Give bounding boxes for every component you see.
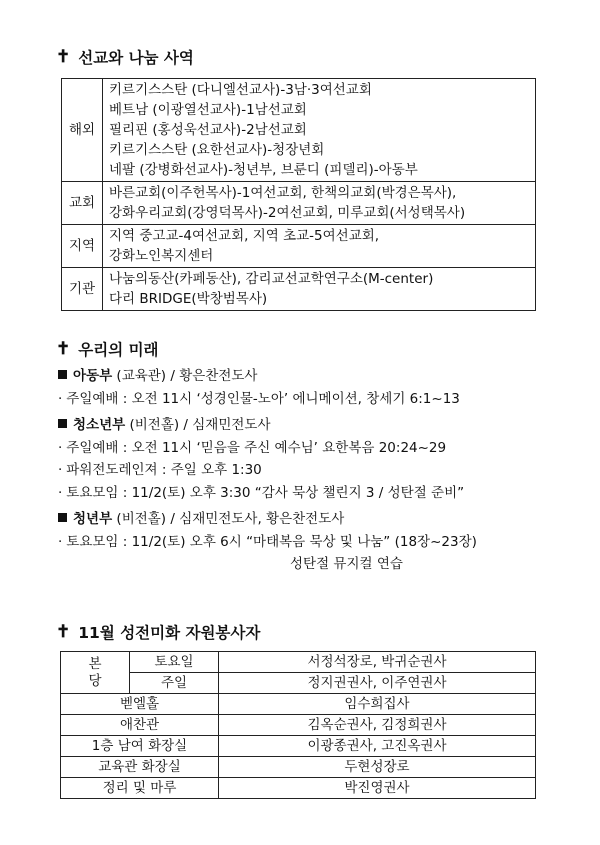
table-row: [62, 182, 536, 225]
list-item: · 토요모임 : 11/2(토) 오후 6시 “마태복음 묵상 및 나눔” (18장~23장): [58, 533, 477, 550]
table-row: [62, 268, 536, 311]
list-item: · 파워전도레인져 : 주일 오후 1:30: [58, 462, 262, 478]
cross-icon: ✝: [56, 622, 71, 642]
volunteer-cell: 김옥순권사, 김정희권사: [219, 715, 536, 736]
category-cell: 교회: [62, 182, 103, 225]
list-item: · 주일예배 : 오전 11시 ‘성경인물-노아’ 에니메이션, 창세기 6:1~13: [58, 390, 460, 407]
bondang-cell: 본 당: [61, 652, 130, 694]
square-bullet-icon: [58, 513, 67, 522]
mission-line: 필리핀 (홍성욱선교사)-2남선교회: [109, 122, 307, 138]
table-row: [61, 757, 536, 778]
mission-cell: [103, 225, 536, 268]
place-cell: 토요일: [130, 652, 219, 673]
place-cell: 벧엘홀: [61, 694, 219, 715]
section-title-volunteers: ✝ 11월 성전미화 자원봉사자: [56, 622, 261, 642]
square-bullet-icon: [58, 419, 67, 428]
volunteer-table: [60, 651, 536, 799]
place-cell: 정리 및 마루: [61, 778, 219, 799]
volunteer-cell: 박진영권사: [219, 778, 536, 799]
table-row: [61, 652, 536, 673]
list-item-continuation: 성탄절 뮤지컬 연습: [290, 556, 403, 572]
dot-bullet-icon: ·: [58, 484, 63, 501]
volunteer-cell: 정지권권사, 이주연권사: [219, 673, 536, 694]
list-item: · 토요모임 : 11/2(토) 오후 3:30 “감사 묵상 챌린지 3 / 성탄절 준비”: [58, 484, 465, 501]
table-row: [62, 79, 536, 182]
dept-heading: 청소년부 (비전홀) / 심재민전도사: [58, 414, 548, 437]
category-cell: 기관: [62, 268, 103, 311]
table-row: [61, 715, 536, 736]
mission-line: 베트남 (이광열선교사)-1남선교회: [109, 102, 307, 118]
table-row: [61, 736, 536, 757]
table-row: [61, 778, 536, 799]
volunteer-cell: 이광종권사, 고진옥권사: [219, 736, 536, 757]
mission-line: 나눔의동산(카페동산), 감리교선교학연구소(M-center): [109, 271, 434, 287]
dot-bullet-icon: ·: [58, 390, 63, 407]
volunteer-cell: 임수희집사: [219, 694, 536, 715]
mission-line: 키르기스스탄 (다니엘선교사)-3남·3여선교회: [109, 82, 372, 98]
section-title-mission: ✝ 선교와 나눔 사역: [56, 47, 194, 67]
mission-line: 다리 BRIDGE(박창범목사): [109, 291, 268, 307]
volunteer-cell: 두현성장로: [219, 757, 536, 778]
place-cell: 교육관 화장실: [61, 757, 219, 778]
dept-heading: 아동부 (교육관) / 황은찬전도사: [58, 365, 548, 388]
volunteer-cell: 서정석장로, 박귀순권사: [219, 652, 536, 673]
place-cell: 주일: [130, 673, 219, 694]
mission-cell: [103, 182, 536, 225]
mission-line: 키르기스스탄 (요한선교사)-청장년회: [109, 142, 325, 158]
table-row: [61, 694, 536, 715]
dot-bullet-icon: ·: [58, 462, 63, 478]
mission-line: 네팔 (강병화선교사)-청년부, 브룬디 (피델리)-아동부: [109, 162, 418, 178]
dept-heading: 청년부 (비전홀) / 심재민전도사, 황은찬전도사: [58, 508, 548, 531]
list-item: · 주일예배 : 오전 11시 ‘믿음을 주신 예수님’ 요한복음 20:24~29: [58, 439, 447, 456]
future-block: [58, 365, 548, 576]
mission-cell: [103, 79, 536, 182]
mission-table: [61, 78, 536, 311]
square-bullet-icon: [58, 370, 67, 379]
table-row: [61, 673, 536, 694]
place-cell: 1층 남여 화장실: [61, 736, 219, 757]
mission-cell: [103, 268, 536, 311]
category-cell: 지역: [62, 225, 103, 268]
place-cell: 애찬관: [61, 715, 219, 736]
dot-bullet-icon: ·: [58, 439, 63, 456]
mission-line: 강화노인복지센터: [109, 248, 214, 264]
table-row: [62, 225, 536, 268]
cross-icon: ✝: [56, 47, 71, 67]
dot-bullet-icon: ·: [58, 533, 63, 550]
mission-line: 지역 중고교-4여선교회, 지역 초교-5여선교회,: [109, 228, 380, 244]
cross-icon: ✝: [56, 339, 71, 359]
category-cell: 해외: [62, 79, 103, 182]
mission-line: 강화우리교회(강영덕목사)-2여선교회, 미루교회(서성택목사): [109, 205, 466, 221]
section-title-future: ✝ 우리의 미래: [56, 339, 159, 359]
mission-line: 바른교회(이주헌목사)-1여선교회, 한책의교회(박경은목사),: [109, 185, 457, 201]
